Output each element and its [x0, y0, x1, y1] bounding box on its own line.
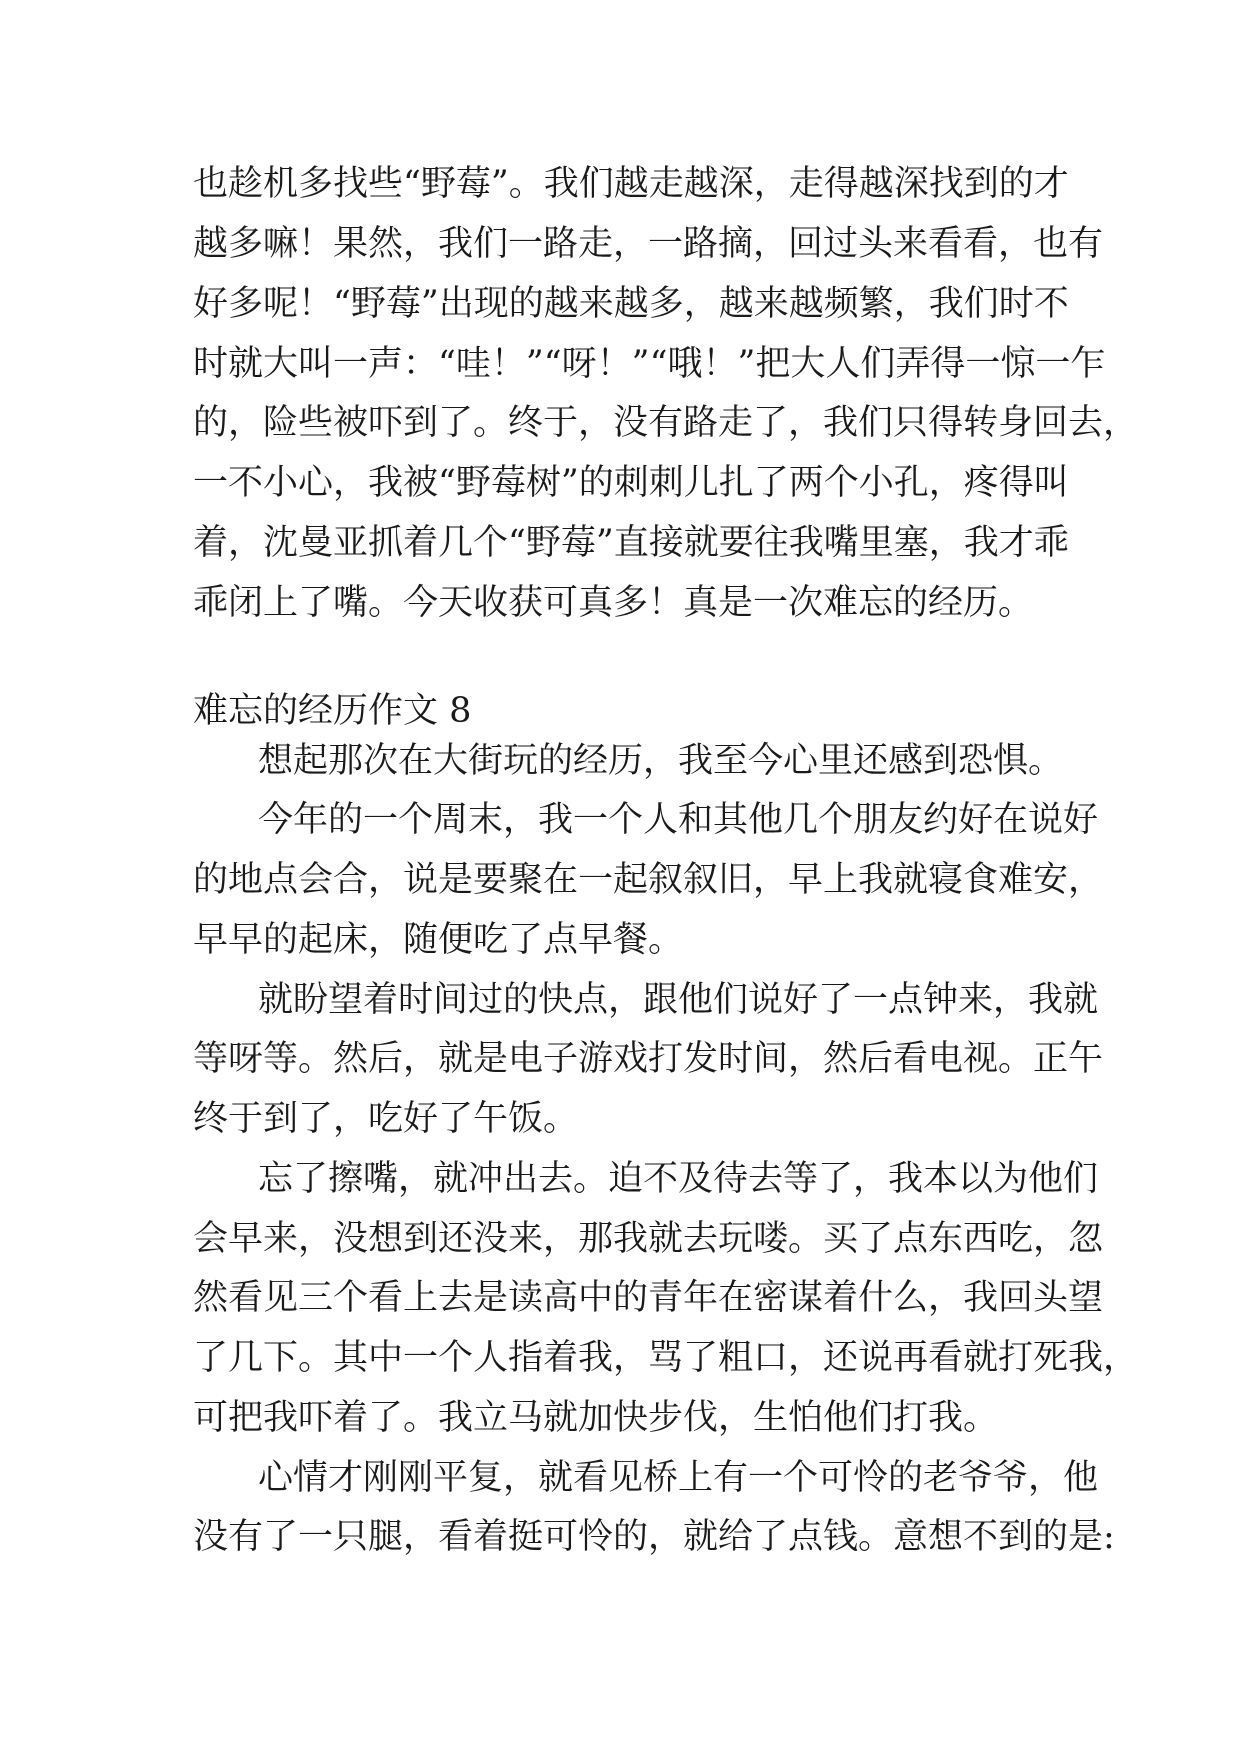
- paragraph-line: 可把我吓着了。我立马就加快步伐，生怕他们打我。: [193, 1398, 999, 1438]
- paragraph-line: 一不小心，我被“野莓树”的刺刺儿扎了两个小孔，疼得叫: [193, 463, 1069, 503]
- paragraph-line: 等呀等。然后，就是电子游戏打发时间，然后看电视。正午: [193, 1039, 1104, 1079]
- paragraph-line: 然看见三个看上去是读高中的青年在密谋着什么，我回头望: [193, 1278, 1104, 1318]
- paragraph-line: 终于到了，吃好了午饭。: [193, 1099, 579, 1139]
- paragraph-line: 也趁机多找些“野莓”。我们越走越深，走得越深找到的才: [193, 164, 1069, 204]
- paragraph-line: 越多嘛！果然，我们一路走，一路摘，回过头来看看，也有: [193, 224, 1104, 264]
- paragraph-line: 时就大叫一声：“哇！”“呀！”“哦！”把大人们弄得一惊一乍: [193, 344, 1106, 384]
- paragraph-line: 没有了一只腿，看着挺可怜的，就给了点钱。意想不到的是:: [193, 1517, 1115, 1557]
- paragraph-line: 的，险些被吓到了。终于，没有路走了，我们只得转身回去，: [193, 403, 1139, 443]
- paragraph-line: 了几下。其中一个人指着我，骂了粗口，还说再看就打死我，: [193, 1338, 1139, 1378]
- paragraph-line: 乖闭上了嘴。今天收获可真多！真是一次难忘的经历。: [193, 583, 1034, 623]
- paragraph-line: 着，沈曼亚抓着几个“野莓”直接就要往我嘴里塞，我才乖: [193, 523, 1069, 563]
- paragraph-line: 想起那次在大街玩的经历，我至今心里还感到恐惧。: [258, 741, 1064, 781]
- paragraph-line: 就盼望着时间过的快点，跟他们说好了一点钟来，我就: [258, 980, 1099, 1020]
- paragraph-line: 心情才刚刚平复，就看见桥上有一个可怜的老爷爷，他: [258, 1458, 1099, 1498]
- paragraph-line: 今年的一个周末，我一个人和其他几个朋友约好在说好: [258, 800, 1099, 840]
- paragraph-line: 忘了擦嘴，就冲出去。迫不及待去等了，我本以为他们: [258, 1159, 1099, 1199]
- paragraph-line: 好多呢！“野莓”出现的越来越多，越来越频繁，我们时不: [193, 284, 1069, 324]
- paragraph-line: 的地点会合，说是要聚在一起叙叙旧，早上我就寝食难安，: [193, 860, 1104, 900]
- paragraph-line: 早早的起床，随便吃了点早餐。: [193, 920, 684, 960]
- paragraph-line: 会早来，没想到还没来，那我就去玩喽。买了点东西吃，忽: [193, 1219, 1104, 1259]
- section-title: 难忘的经历作文 8: [193, 691, 472, 731]
